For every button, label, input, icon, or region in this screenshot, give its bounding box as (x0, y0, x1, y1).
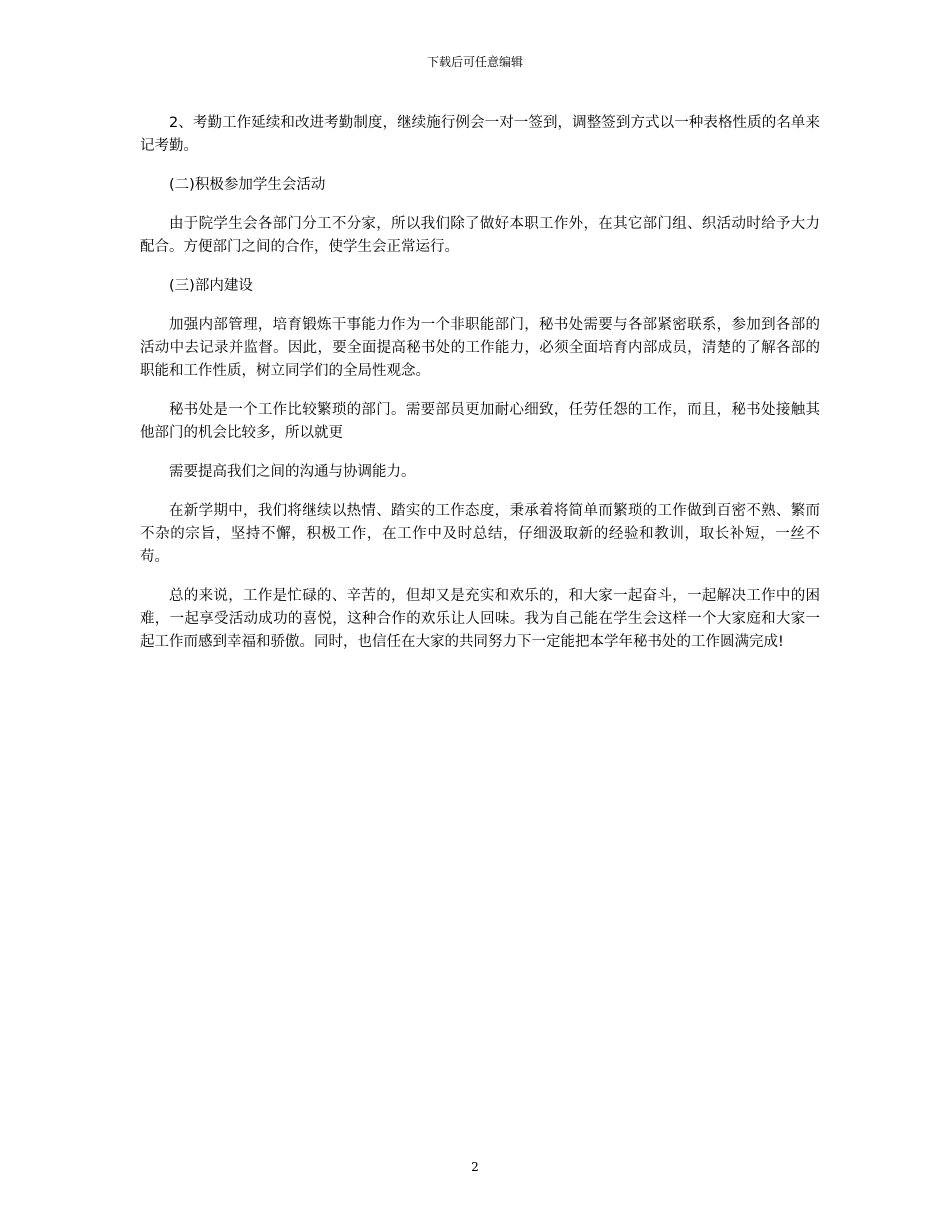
section-heading-activities: (二)积极参加学生会活动 (169, 177, 326, 193)
page-header: 下载后可任意编辑 (426, 55, 523, 69)
paragraph-secretariat: 秘书处是一个工作比较繁琐的部门。需要部员更加耐心细致，任劳任怨的工作，而且，秘书处接触其他部门的机会比较多，所以就更 (140, 402, 820, 441)
paragraph-cooperation: 由于院学生会各部门分工不分家，所以我们除了做好本职工作外，在其它部门组、织活动时给予大力配合。方便部门之间的合作，使学生会正常运行。 (140, 216, 820, 255)
paragraph-summary: 总的来说，工作是忙碌的、辛苦的，但却又是充实和欢乐的，和大家一起奋斗，一起解决工作中的困难，一起享受活动成功的喜悦，这种合作的欢乐让人回味。我为自己能在学生会这样一个大家庭和大家一起工作而感到幸福和骄傲。同时，也信任在大家的共同努力下一定能把本学年秘书处的工作圆满完成! (140, 588, 820, 650)
paragraph-attendance: 2、考勤工作延续和改进考勤制度，继续施行例会一对一签到，调整签到方式以一种表格性质的名单来记考勤。 (140, 115, 820, 154)
paragraph-communication: 需要提高我们之间的沟通与协调能力。 (169, 464, 416, 480)
document-body (140, 112, 820, 670)
section-heading-internal: (三)部内建设 (169, 278, 253, 294)
paragraph-new-semester: 在新学期中，我们将继续以热情、踏实的工作态度，秉承着将简单而繁琐的工作做到百密不熟、繁而不杂的宗旨，坚持不懈，积极工作，在工作中及时总结，仔细汲取新的经验和教训，取长补短，一丝不苟。 (140, 503, 820, 565)
paragraph-management: 加强内部管理，培育锻炼干事能力作为一个非职能部门，秘书处需要与各部紧密联系，参加到各部的活动中去记录并监督。因此，要全面提高秘书处的工作能力，必须全面培育内部成员，清楚的了解各部的职能和工作性质，树立同学们的全局性观念。 (140, 317, 820, 379)
page-number: 2 (471, 1160, 479, 1174)
